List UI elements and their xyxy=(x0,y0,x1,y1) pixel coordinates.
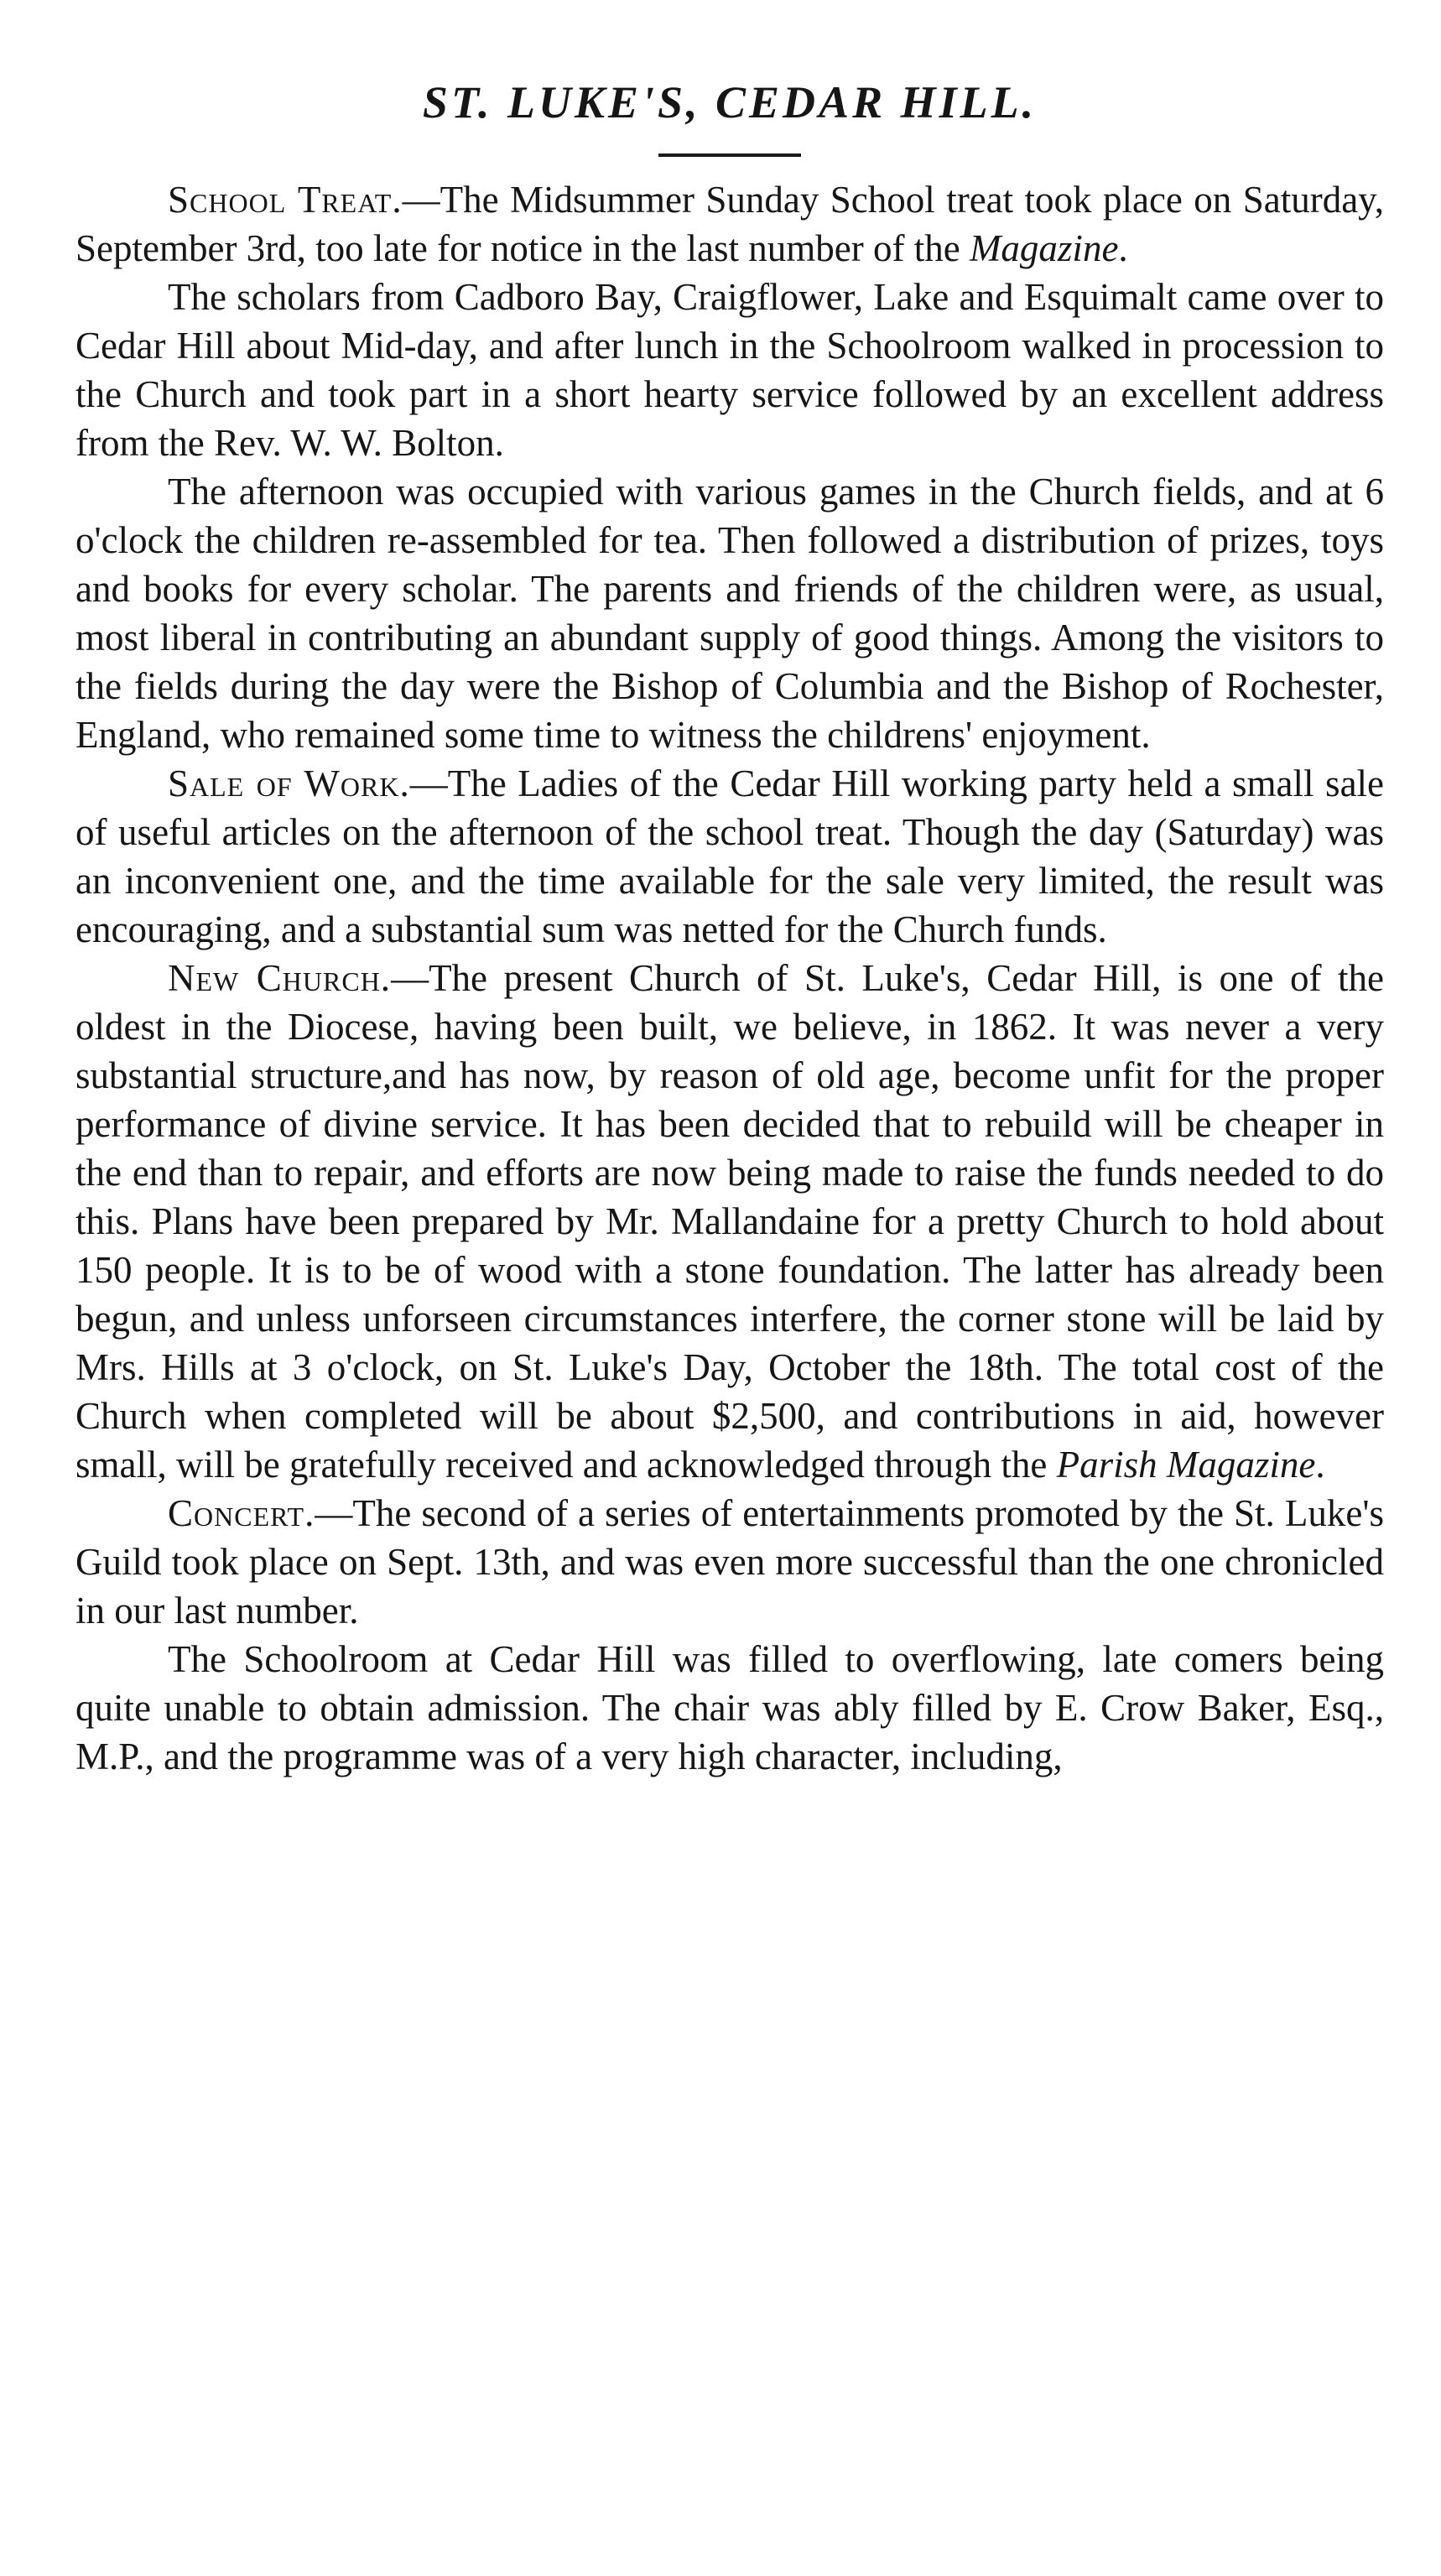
parish-magazine-italic: Parish Magazine xyxy=(1056,1443,1316,1486)
paragraph-school-treat xyxy=(75,175,1384,273)
paragraph-new-church xyxy=(75,954,1384,1489)
heading-school-treat: School Treat. xyxy=(168,178,403,221)
article-title: ST. LUKE'S, CEDAR HILL. xyxy=(422,77,1038,127)
paragraph-scholars: The scholars from Cadboro Bay, Craigflower, Lake and Esquimalt came over to Cedar Hill about Mid-day, and after lunch in the Schoolroom walked in procession to the Church and took part in a short hearty service followed by an excellent address from the Rev. W. W. Bolton. xyxy=(75,275,1384,464)
paragraph-concert xyxy=(75,1489,1384,1635)
heading-new-church: New Church. xyxy=(168,956,392,999)
paragraph-afternoon: The afternoon was occupied with various games in the Church fields, and at 6 o'clock the children re-assembled for tea. Then followed a distribution of prizes, toys and books for every scholar. The parents and friends of the children were, as usual, most liberal in contributing an abundant supply of good things. Among the visitors to the fields during the day were the Bishop of Columbia and the Bishop of Rochester, England, who remained some time to witness the childrens' enjoyment. xyxy=(75,470,1384,756)
magazine-italic: Magazine xyxy=(969,226,1119,269)
paragraph-text: —The present Church of St. Luke's, Cedar Hill, is one of the oldest in the Diocese, having been built, we believe, in 1862. It was never a very substantial structure,and has now, by reason of old age, become unfit for the proper performance of divine service. It has been decided that to rebuild will be cheaper in the end than to repair, and efforts are now being made to raise the funds needed to do this. Plans have been prepared by Mr. Mallandaine for a pretty Church to hold about 150 people. It is to be of wood with a stone foundation. The latter has already been begun, and unless unforseen circumstances interfere, the corner stone will be laid by Mrs. Hills at 3 o'clock, on St. Luke's Day, October the 18th. The total cost of the Church when completed will be about $2,500, and contributions in aid, however small, will be gratefully received and acknowledged through the xyxy=(75,956,1384,1486)
paragraph-text-end: . xyxy=(1315,1443,1325,1486)
paragraph-text: —The second of a series of entertainments promoted by the St. Luke's Guild took place on Sept. 13th, and was even more successful than the one chronicled in our last number. xyxy=(75,1491,1384,1631)
paragraph-sale-of-work xyxy=(75,759,1384,954)
paragraph-text: —The Midsummer Sunday School treat took place on Saturday, September 3rd, too late for notice in the last number of the xyxy=(75,178,1385,269)
paragraph-text: —The Ladies of the Cedar Hill working party held a small sale of useful articles on the afternoon of the school treat. Though the day (Saturday) was an inconvenient one, and the time available for the sale very limited, the result was encouraging, and a substantial sum was netted for the Church funds. xyxy=(75,762,1385,950)
paragraph-text-end: . xyxy=(1118,226,1128,269)
heading-concert: Concert. xyxy=(168,1491,315,1534)
paragraph-schoolroom: The Schoolroom at Cedar Hill was filled to overflowing, late comers being quite unable to obtain admission. The chair was ably filled by E. Crow Baker, Esq., M.P., and the programme was of a very high character, including, xyxy=(75,1637,1384,1777)
title-divider xyxy=(658,154,801,157)
heading-sale-of-work: Sale of Work. xyxy=(168,762,410,804)
newspaper-column xyxy=(75,75,1384,1781)
